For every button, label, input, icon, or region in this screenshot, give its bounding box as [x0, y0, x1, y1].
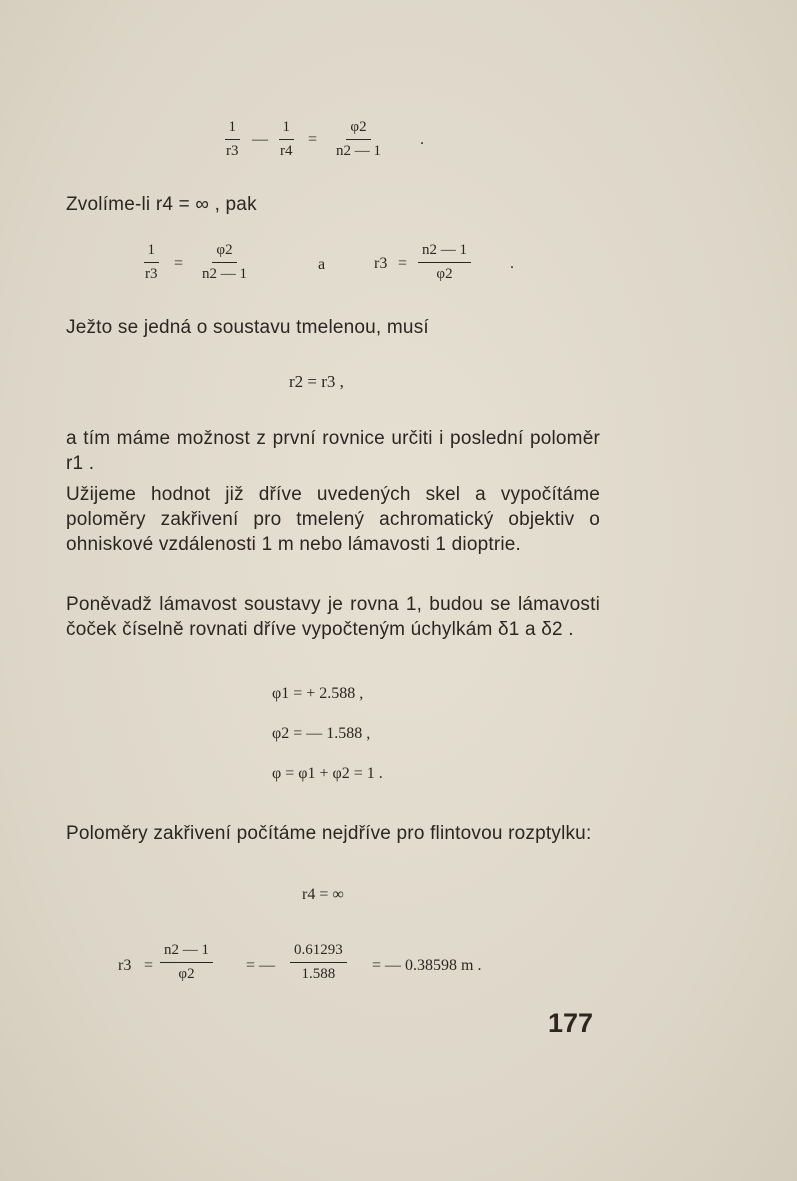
- text-jezto: Ježto se jedná o soustavu tmelenou, musí: [66, 317, 429, 338]
- eq2-fraction-3: $\frac{n2 — 1}{\varphi 2}$: [418, 243, 471, 282]
- eq1-fraction-3: $\frac{\varphi 2}{n2 — 1}$: [336, 119, 381, 159]
- paragraph-4: Poloměry zakřivení počítáme nejdříve pro flintovou rozptylku:: [66, 823, 592, 844]
- book-page: $\frac{1}{r3}$ — $\frac{1}{r4}$ = $\frac{\varphi 2}{n2 — 1}$ . Zvolíme-li r4 = ∞ , pak $\frac{1}{r3}$ = $\frac{\varphi 2}{n2 — 1}$ a r3 = $\frac{n2 — 1}{\varphi 2}$ . Ježto se jedná o soustavu tmelenou, musí r2 = r3 , a tím máme možnost z první rovnice určiti i poslední poloměr r1 . Užijeme hodnot již dříve uvedených skel a vypočítáme poloměry zakřivení pro tmelený achromatický objektiv o ohniskové vzdálenosti 1 m nebo lámavosti 1 dioptrie. Poněvadž lámavost soustavy je rovna 1, budou se lámavosti čoček číselně rovnati dříve vypočteným úchylkám δ1 a δ2 . φ1 = + 2.588 , φ2 = — 1.588 , φ = φ1 + φ2 = 1 . Poloměry zakřivení počítáme nejdříve pro flintovou rozptylku: r4 = ∞ r3 = $\frac{n2 — 1}{\varphi 2}$ = — $\frac{0.61293}{1.588}$ = — 0.38598 m . 177: [0, 0, 797, 1181]
- equation-3: r2 = r3 ,: [289, 372, 344, 391]
- paragraph-1: a tím máme možnost z první rovnice určiti i poslední poloměr r1 .: [66, 428, 600, 474]
- paragraph-3: Poněvadž lámavost soustavy je rovna 1, budou se lámavosti čoček číselně rovnati dříve vypočteným úchylkám δ1 a δ2 .: [66, 594, 600, 640]
- equation-4: φ1 = + 2.588 ,: [272, 685, 364, 702]
- eq2-fraction-2: $\frac{\varphi 2}{n2 — 1}$: [202, 242, 247, 282]
- eq8-fraction-1: $\frac{n2 — 1}{\varphi 2}$: [160, 943, 213, 982]
- eq1-fraction-2: $\frac{1}{r4}$: [280, 119, 293, 159]
- page-number: 177: [548, 1008, 594, 1038]
- eq1-fraction-1: $\frac{1}{r3}$: [226, 119, 239, 159]
- equation-6: φ = φ1 + φ2 = 1 .: [272, 765, 383, 782]
- paragraph-2: Užijeme hodnot již dříve uvedených skel a vypočítáme poloměry zakřivení pro tmelený achromatický objektiv o ohniskové vzdálenosti 1 m nebo lámavosti 1 dioptrie.: [66, 484, 600, 555]
- eq2-fraction-1: $\frac{1}{r3}$: [145, 242, 158, 282]
- eq8-fraction-2: $\frac{0.61293}{1.588}$: [290, 943, 347, 982]
- equation-5: φ2 = — 1.588 ,: [272, 725, 371, 742]
- equation-7: r4 = ∞: [302, 886, 344, 903]
- text-zvolime: Zvolíme-li r4 = ∞ , pak: [66, 194, 257, 215]
